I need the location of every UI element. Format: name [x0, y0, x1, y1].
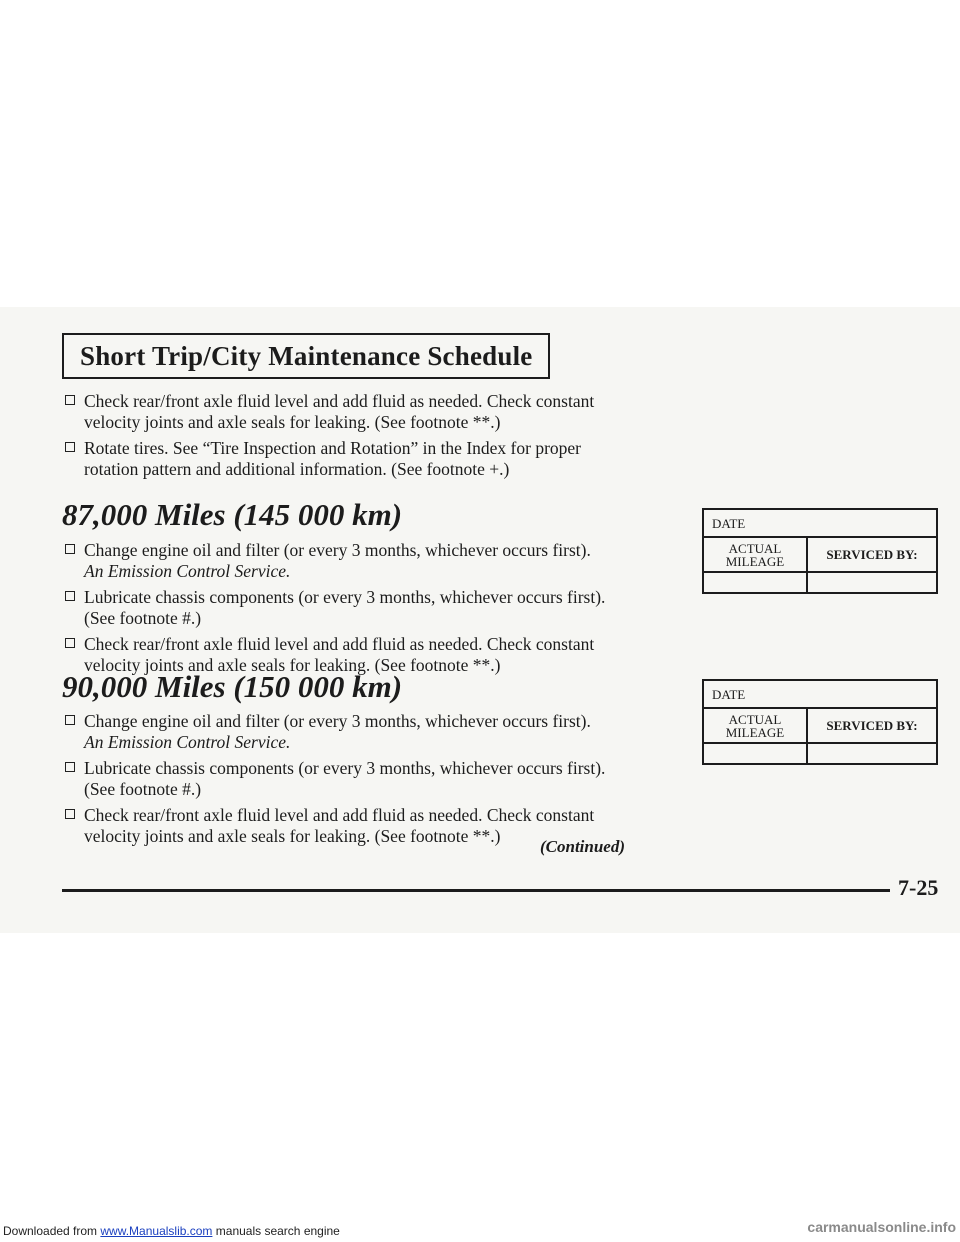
section-heading-90000: 90,000 Miles (150 000 km): [62, 669, 403, 704]
serviced-by-header: SERVICED BY:: [826, 718, 918, 733]
checklist-item: Check rear/front axle fluid level and add fluid as needed. Check constant velocity joints and axle seals for leaking. (See footnote **.): [62, 634, 682, 676]
checkbox-icon[interactable]: [65, 544, 75, 554]
checklist-item: Check rear/front axle fluid level and add fluid as needed. Check constant velocity joints and axle seals for leaking. (See footnote **.): [62, 391, 682, 433]
manual-page: [0, 307, 960, 933]
download-footer: Downloaded from www.Manualslib.com manuals search engine: [3, 1224, 340, 1238]
schedule-title-box: [62, 333, 550, 379]
date-field[interactable]: DATE: [704, 681, 936, 709]
service-log-87000: [702, 508, 938, 594]
section-heading-87000: 87,000 Miles (145 000 km): [62, 497, 403, 532]
date-field[interactable]: DATE: [704, 510, 936, 538]
footer-rule: [62, 889, 890, 892]
serviced-by-field[interactable]: [808, 744, 936, 763]
serviced-by-field[interactable]: [808, 573, 936, 592]
service-log-90000: [702, 679, 938, 765]
checkbox-icon[interactable]: [65, 591, 75, 601]
checkbox-icon[interactable]: [65, 442, 75, 452]
continued-label: (Continued): [540, 837, 626, 856]
intro-checklist: [62, 391, 682, 485]
checkbox-icon[interactable]: [65, 809, 75, 819]
checklist-item: Lubricate chassis components (or every 3 months, whichever occurs first). (See footnote #.): [62, 758, 682, 800]
checklist-90000: [62, 711, 682, 852]
checklist-item: Rotate tires. See “Tire Inspection and Rotation” in the Index for proper rotation pattern and additional information. (See footnote +.): [62, 438, 682, 480]
checklist-item: Change engine oil and filter (or every 3 months, whichever occurs first). An Emission Control Service.: [62, 540, 682, 582]
checklist-item: Lubricate chassis components (or every 3 months, whichever occurs first). (See footnote #.): [62, 587, 682, 629]
page-number: 7-25: [898, 875, 939, 900]
actual-mileage-field[interactable]: [704, 573, 808, 592]
checklist-item: Check rear/front axle fluid level and add fluid as needed. Check constant velocity joints and axle seals for leaking. (See footnote **.): [62, 805, 682, 847]
checklist-87000: [62, 540, 682, 681]
checkbox-icon[interactable]: [65, 762, 75, 772]
checkbox-icon[interactable]: [65, 715, 75, 725]
actual-mileage-field[interactable]: [704, 744, 808, 763]
site-watermark: carmanualsonline.info: [807, 1219, 956, 1235]
checkbox-icon[interactable]: [65, 638, 75, 648]
actual-mileage-header: ACTUAL MILEAGE: [704, 709, 808, 742]
page-title: Short Trip/City Maintenance Schedule: [80, 341, 533, 371]
manualslib-link[interactable]: www.Manualslib.com: [100, 1224, 213, 1238]
actual-mileage-header: ACTUAL MILEAGE: [704, 538, 808, 571]
checkbox-icon[interactable]: [65, 395, 75, 405]
serviced-by-header: SERVICED BY:: [826, 547, 918, 562]
checklist-item: Change engine oil and filter (or every 3 months, whichever occurs first). An Emission Control Service.: [62, 711, 682, 753]
